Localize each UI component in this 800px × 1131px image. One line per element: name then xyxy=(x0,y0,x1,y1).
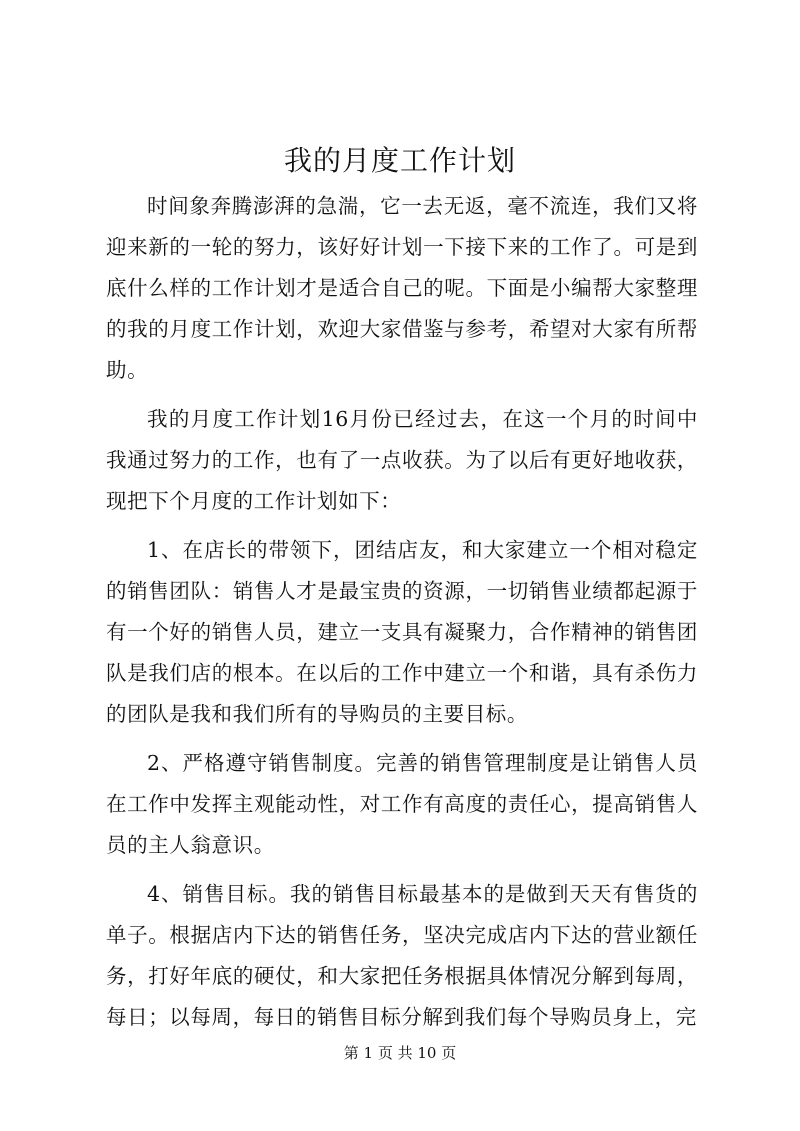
paragraph-item-2: 2、严格遵守销售制度。完善的销售管理制度是让销售人员在工作中发挥主观能动性，对工作有高度的责任心，提高销售人员的主人翁意识。 xyxy=(106,751,698,857)
paragraph-item-4: 4、销售目标。我的销售目标最基本的是做到天天有售货的单子。根据店内下达的销售任务，坚决完成店内下达的营业额任务，打好年底的硬仗，和大家把任务根据具体情况分解到每周，每日；以每周，每日的销售目标分解到我们每个导购员身上，完 xyxy=(106,882,698,1029)
document-body xyxy=(106,186,698,1046)
paragraph-intro: 时间象奔腾澎湃的急湍，它一去无返，毫不流连，我们又将迎来新的一轮的努力，该好好计划一下接下来的工作了。可是到底什么样的工作计划才是适合自己的呢。下面是小编帮大家整理的我的月度工作计划，欢迎大家借鉴与参考，希望对大家有所帮助。 xyxy=(106,194,698,382)
paragraph-summary: 我的月度工作计划16月份已经过去，在这一个月的时间中我通过努力的工作，也有了一点收获。为了以后有更好地收获，现把下个月度的工作计划如下： xyxy=(106,407,698,513)
paragraph-item-1: 1、在店长的带领下，团结店友，和大家建立一个相对稳定的销售团队：销售人才是最宝贵的资源，一切销售业绩都起源于有一个好的销售人员，建立一支具有凝聚力，合作精神的销售团队是我们店的根本。在以后的工作中建立一个和谐，具有杀伤力的团队是我和我们所有的导购员的主要目标。 xyxy=(106,538,698,726)
document-title: 我的月度工作计划 xyxy=(283,144,516,177)
page-footer: 第 1 页 共 10 页 xyxy=(343,1044,457,1062)
